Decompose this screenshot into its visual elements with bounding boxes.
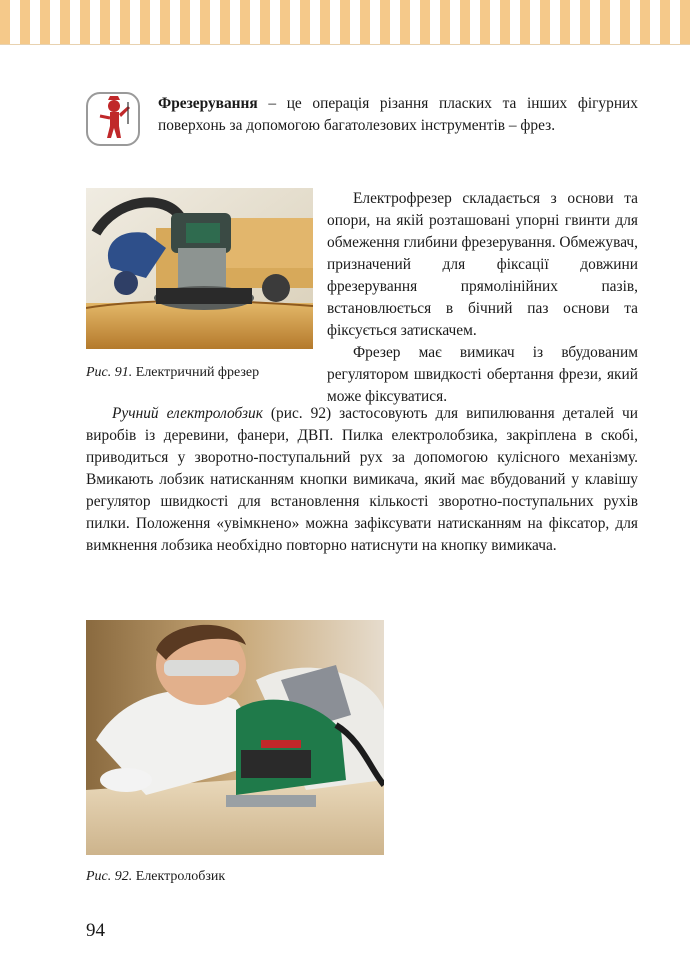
decorative-header-stripes (0, 0, 690, 44)
router-description-paragraph: Електрофрезер складається з основи та опори, на якій розташовані упорні гвинти для обмеження глибини фрезерування. Обмежувач, призначений для фіксації довжини фрезерування прямолінійних пазів, встановлюється в бічний паз основи та фіксується затискачем. (327, 190, 638, 339)
jigsaw-text: (рис. 92) застосовують для випилювання деталей чи виробів із деревини, фанери, ДВП. Пилка електролобзика, закріплена в скобі, приводиться у зворотно-поступальний рух за допомогою кулісного механізму. Вмикають лобзик натисканням кнопки вимикача, який має вбудований у клавішу регулятор швидкості для встановлення кількості зворотно-поступальних рухів пилки. Положення «увімкнено» можна зафіксувати натисканням на фіксатор, для вимкнення лобзика необхідно повторно натиснути на кнопку вимикача. (86, 405, 638, 554)
definition-pictogram-icon (86, 92, 140, 146)
figure-91-caption-text: Електричний фрезер (132, 365, 260, 380)
figure-jigsaw-image (86, 620, 384, 855)
figure-92-label: Рис. 92. (86, 869, 133, 884)
figure-91-caption (86, 364, 259, 382)
figure-92-caption-text: Електролобзик (132, 869, 226, 884)
figure-92-caption (86, 868, 225, 886)
jigsaw-description-paragraph (86, 403, 638, 557)
router-switch-paragraph: Фрезер має вимикач із вбудованим регулятором швидкості обертання фрези, який може фіксуватися. (327, 344, 638, 405)
definition-text: – це операція різання пласких та інших фігурних поверхонь за допомогою багатолезових інструментів – фрез. (158, 95, 638, 134)
figure-electric-router-image (86, 188, 313, 349)
definition-paragraph (158, 93, 638, 137)
page-number: 94 (86, 920, 105, 941)
header-divider (0, 44, 690, 45)
figure-91-label: Рис. 91. (86, 365, 133, 380)
definition-term: Фрезерування (158, 95, 258, 112)
jigsaw-term: Ручний електролобзик (112, 405, 263, 422)
